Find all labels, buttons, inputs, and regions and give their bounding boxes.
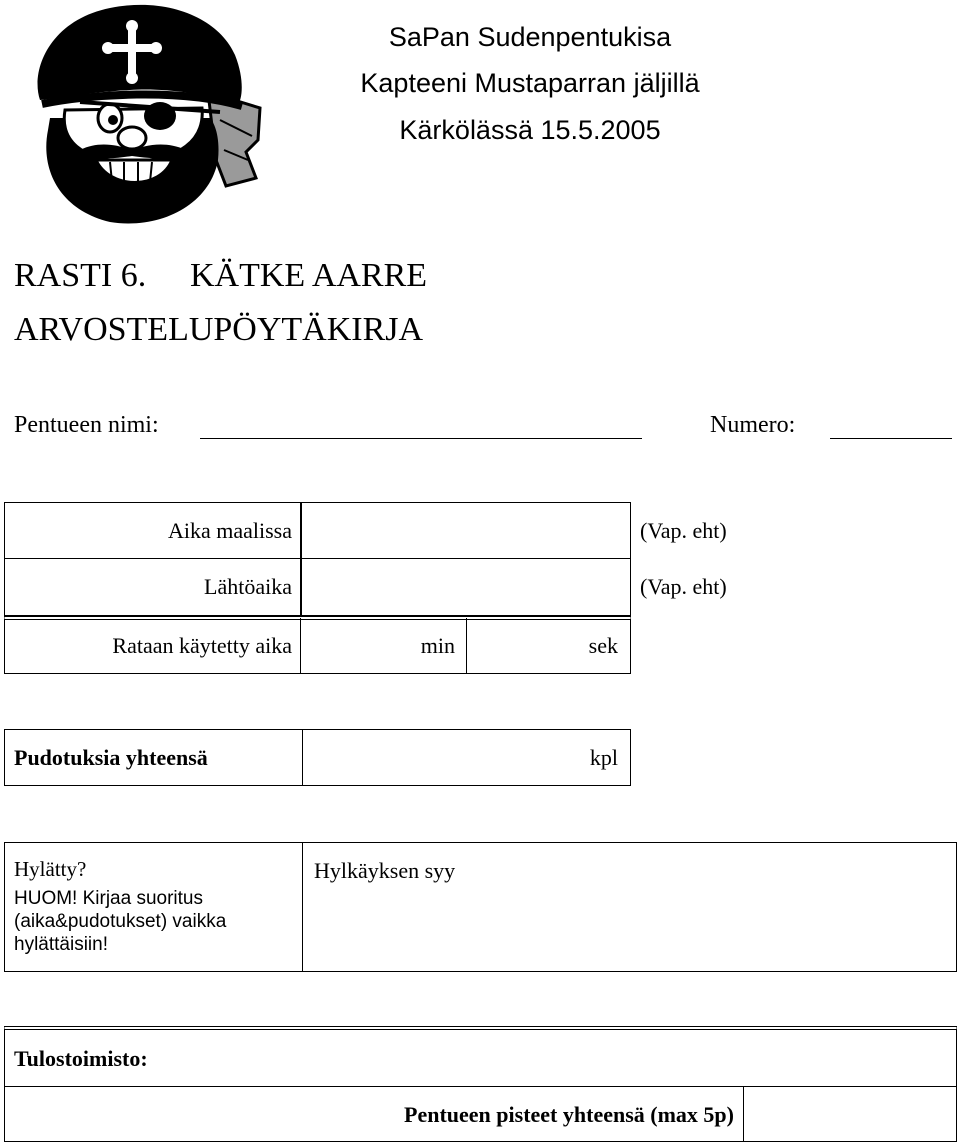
number-field[interactable] [830,412,952,439]
disqualification-reason-input[interactable] [304,884,954,970]
event-place-date: Kärkölässä 15.5.2005 [399,115,661,145]
pirate-captain-icon [20,0,270,228]
disqualified-divider [302,842,303,972]
used-time-label: Rataan käytetty aika [112,633,292,658]
total-points-divider [743,1086,744,1142]
document-title: ARVOSTELUPÖYTÄKIRJA [14,311,424,348]
finish-time-label: Aika maalissa [167,518,292,543]
minutes-unit: min [420,633,455,658]
station-name: KÄTKE AARRE [190,257,428,294]
event-subtitle: Kapteeni Mustaparran jäljillä [360,68,700,98]
team-name-field[interactable] [200,412,642,439]
penalties-unit: kpl [589,745,618,770]
disqualification-reason-label: Hylkäyksen syy [314,858,456,883]
start-time-input[interactable] [302,560,630,614]
total-points-input[interactable] [746,1088,954,1140]
disqualified-note-2: (aika&pudotukset) vaikka [14,911,227,932]
disqualified-question: Hylätty? [14,857,87,881]
penalties-label: Pudotuksia yhteensä [14,745,208,770]
total-points-label: Pentueen pisteet yhteensä (max 5p) [404,1102,734,1127]
finish-time-input[interactable] [302,504,630,557]
used-time-divider2 [466,618,467,674]
start-time-label: Lähtöaika [204,574,292,599]
timing-divider [4,558,302,559]
penalties-divider [302,729,303,786]
number-label: Numero: [710,412,796,438]
disqualified-note-1: HUOM! Kirjaa suoritus [14,888,203,909]
finish-note: (Vap. eht) [640,518,727,543]
results-office-label: Tulostoimisto: [14,1046,148,1071]
disqualified-note-3: hylättäisiin! [14,934,108,955]
results-divider [4,1086,957,1087]
start-note: (Vap. eht) [640,574,727,599]
timing-values-divider [300,558,631,559]
event-title: SaPan Sudenpentukisa [388,22,672,52]
station-number: RASTI 6. [14,257,147,294]
team-name-label: Pentueen nimi: [14,412,159,438]
seconds-unit: sek [588,633,618,658]
